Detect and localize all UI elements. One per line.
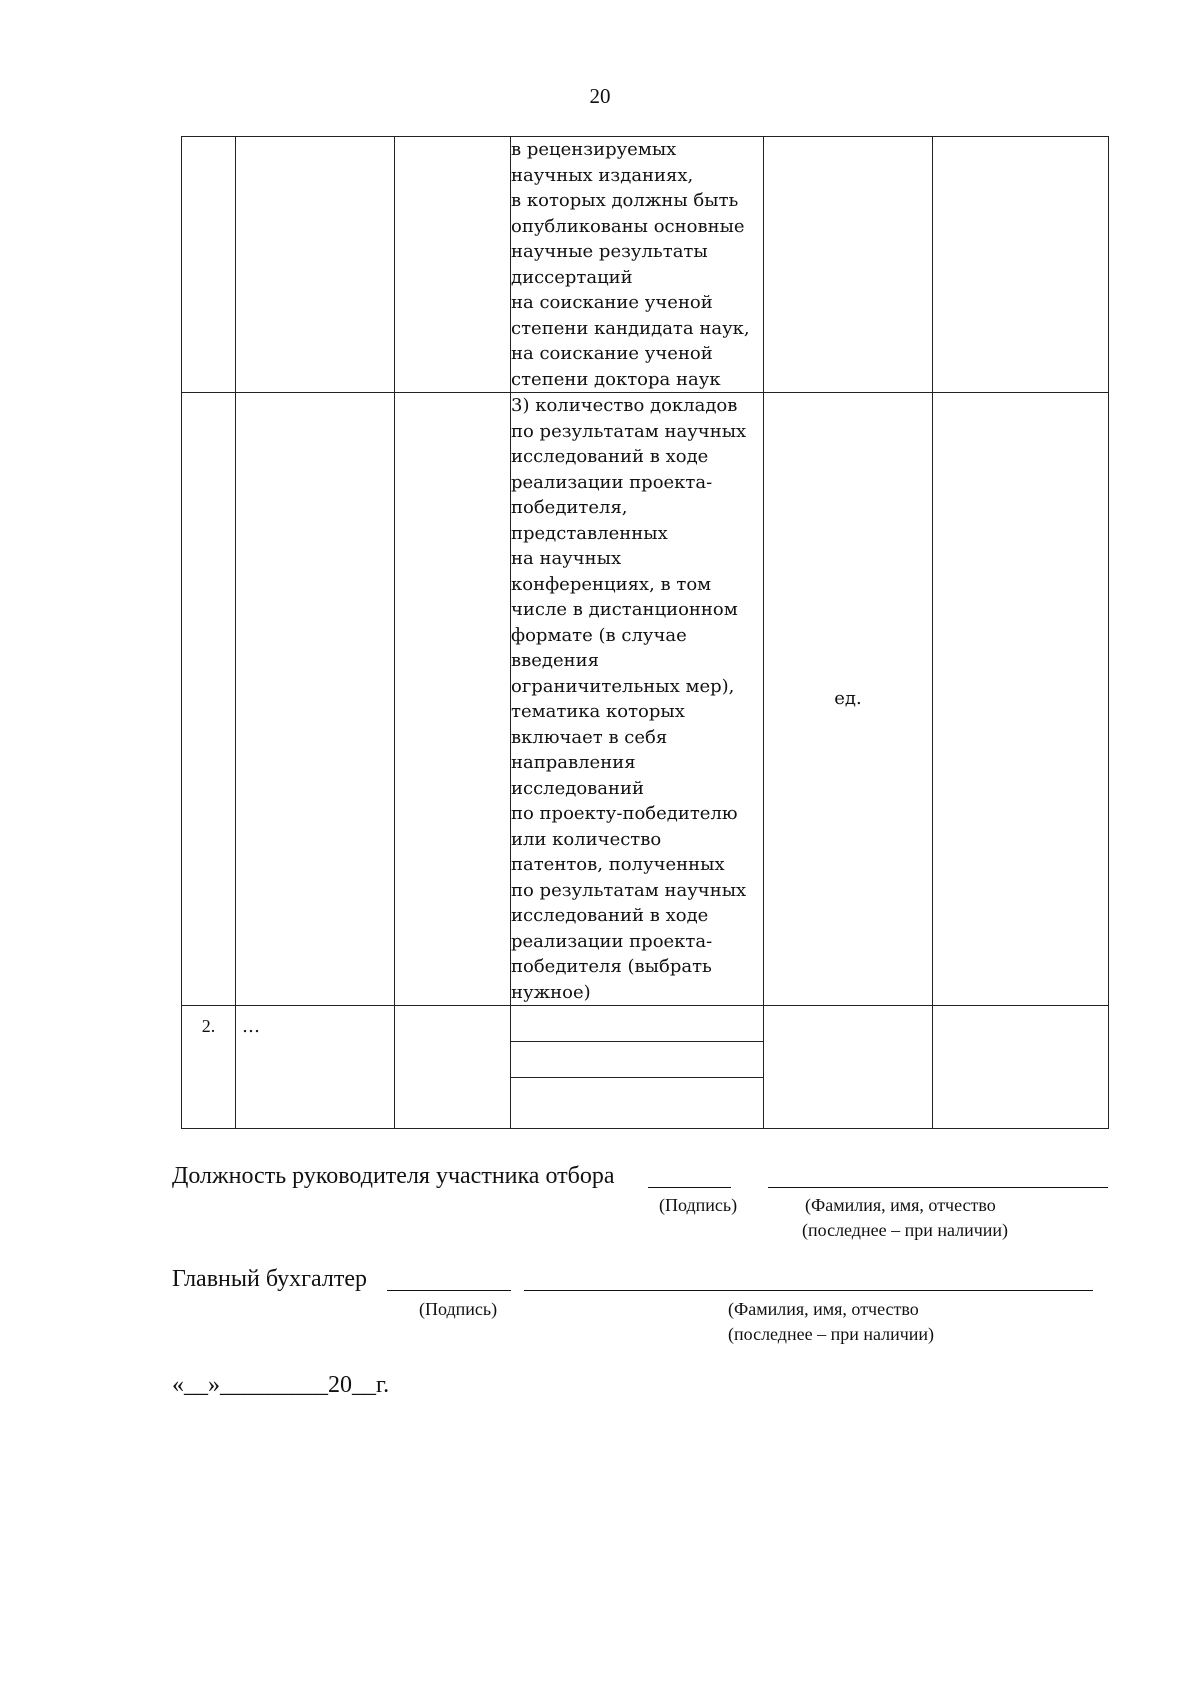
accountant-name-caption-note: (последнее – при наличии) — [728, 1324, 935, 1344]
indicators-table — [181, 136, 1109, 1129]
indicator-unit — [764, 137, 933, 393]
page-number: 20 — [589, 84, 611, 108]
table-cell — [236, 137, 395, 393]
accountant-label: Главный бухгалтер — [172, 1266, 367, 1292]
table-cell — [182, 393, 236, 1006]
indicator-description: 3) количество докладов по результатам научных исследований в ходе реализации проекта- победителя, представленных на научных конференциях, в том числе в дистанционном формате (в случае введения ограничительных мер), тематика которых включает в себя направления исследований по проекту-победителю или количество патентов, полученных по результатам научных исследований в ходе реализации проекта- победителя (выбрать нужное) — [511, 393, 764, 1006]
head-name-line — [768, 1187, 1108, 1188]
accountant-signature-caption: (Подпись) — [419, 1299, 498, 1319]
table-row — [182, 137, 1109, 393]
head-name-caption: (Фамилия, имя, отчество — [805, 1195, 996, 1215]
row-name: … — [236, 1006, 395, 1129]
empty-subcell — [511, 1006, 763, 1042]
table-cell — [395, 1006, 511, 1129]
table-cell — [933, 393, 1109, 1006]
indicator-description: в рецензируемых научных изданиях, в которых должны быть опубликованы основные научные результаты диссертаций на соискание ученой степени кандидата наук, на соискание ученой степени доктора наук — [511, 137, 764, 393]
table-cell — [933, 1006, 1109, 1129]
table-row — [182, 1006, 1109, 1129]
date-line: «__»_________20__г. — [172, 1372, 390, 1398]
head-signature-caption: (Подпись) — [659, 1195, 738, 1215]
empty-subcell — [511, 1078, 763, 1118]
table-cell — [395, 393, 511, 1006]
indicator-subcells — [511, 1006, 764, 1129]
table-cell — [395, 137, 511, 393]
accountant-signature-line — [387, 1290, 511, 1291]
table-row — [182, 393, 1109, 1006]
head-name-caption-note: (последнее – при наличии) — [802, 1220, 1009, 1240]
table-cell — [236, 393, 395, 1006]
accountant-name-line — [524, 1290, 1093, 1291]
accountant-name-caption: (Фамилия, имя, отчество — [728, 1299, 919, 1319]
table-cell — [933, 137, 1109, 393]
indicator-unit: ед. — [764, 393, 933, 1006]
row-number: 2. — [182, 1006, 236, 1129]
table-cell — [182, 137, 236, 393]
head-position-label: Должность руководителя участника отбора — [172, 1163, 615, 1189]
head-signature-line — [648, 1187, 731, 1188]
table-cell — [764, 1006, 933, 1129]
empty-subcell — [511, 1042, 763, 1078]
